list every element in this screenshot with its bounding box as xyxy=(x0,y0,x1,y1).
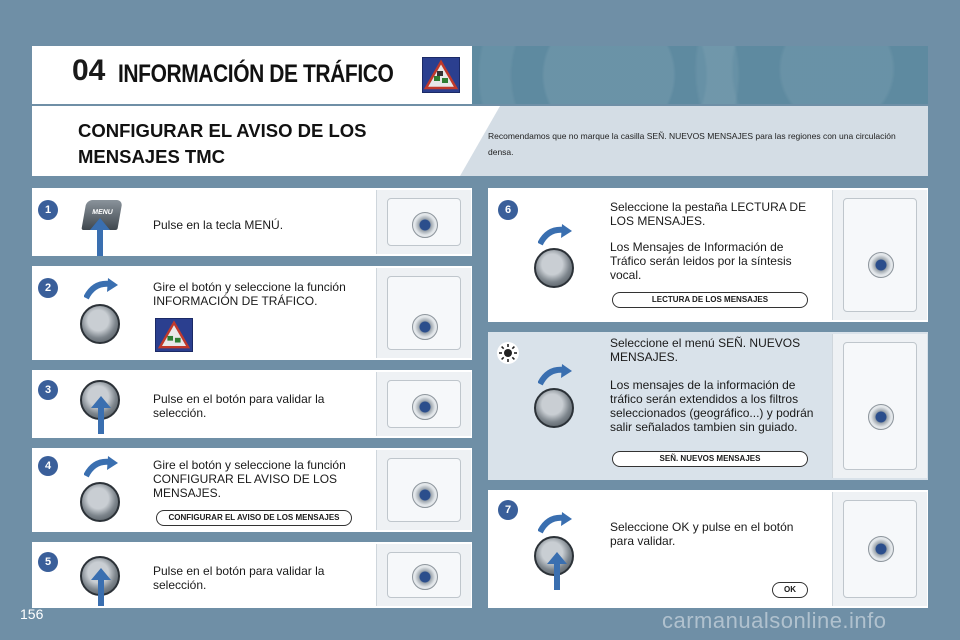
rotate-arrow-icon xyxy=(538,364,572,391)
chapter-number: 04 xyxy=(72,54,106,87)
step-7-badge: 7 xyxy=(498,500,518,520)
traffic-warning-icon xyxy=(155,318,193,352)
rotate-arrow-icon xyxy=(84,278,118,305)
light-bulb-icon xyxy=(497,342,519,364)
chapter-title: INFORMACIÓN DE TRÁFICO xyxy=(118,60,394,88)
option-detail: Los mensajes de la información de tráfico serán extendidos a los filtros seleccionados (geográfico...) y podrán salir señalados tambien sin guiado. xyxy=(610,378,814,434)
step-2-text: Gire el botón y seleccione la función INFORMACIÓN DE TRÁFICO. xyxy=(153,280,346,308)
header-decor xyxy=(472,46,928,104)
press-arrow-icon xyxy=(90,218,110,261)
step-3-badge: 3 xyxy=(38,380,58,400)
press-arrow-icon xyxy=(91,396,111,439)
radio-illustration xyxy=(832,190,927,320)
traffic-warning-icon xyxy=(422,57,460,93)
step-3-text: Pulse en el botón para validar la selección. xyxy=(153,392,325,420)
ok-pill: OK xyxy=(772,582,808,598)
step-1-badge: 1 xyxy=(38,200,58,220)
step-5-text: Pulse en el botón para validar la selección. xyxy=(153,564,325,592)
step-6-badge: 6 xyxy=(498,200,518,220)
step-4-badge: 4 xyxy=(38,456,58,476)
menu-option-pill: SEÑ. NUEVOS MENSAJES xyxy=(612,451,808,467)
step-4-text: Gire el botón y seleccione la función CONFIGURAR EL AVISO DE LOS MENSAJES. xyxy=(153,458,346,500)
section-title: CONFIGURAR EL AVISO DE LOS MENSAJES TMC xyxy=(78,120,367,167)
radio-illustration xyxy=(832,492,927,606)
watermark: carmanualsonline.info xyxy=(662,608,887,633)
step-7-text: Seleccione OK y pulse en el botón para validar. xyxy=(610,520,794,548)
step-6-text: Seleccione la pestaña LECTURA DE LOS MENSAJES. xyxy=(610,200,807,228)
radio-illustration xyxy=(832,334,927,478)
rotary-knob-icon xyxy=(534,248,574,288)
page-number: 156 xyxy=(20,606,44,622)
radio-illustration xyxy=(376,190,471,254)
option-text: Seleccione el menú SEÑ. NUEVOS MENSAJES. xyxy=(610,336,801,364)
radio-illustration xyxy=(376,450,471,530)
radio-illustration xyxy=(376,372,471,436)
step-6-detail: Los Mensajes de Información de Tráfico serán leidos por la síntesis vocal. xyxy=(610,240,792,282)
press-arrow-icon xyxy=(91,568,111,611)
press-arrow-icon xyxy=(547,552,567,595)
recommendation-note: Recomendamos que no marque la casilla SEÑ. NUEVOS MENSAJES para las regiones con una circulación densa. xyxy=(488,131,896,157)
menu-key-icon: MENU xyxy=(81,200,122,230)
menu-option-pill: CONFIGURAR EL AVISO DE LOS MENSAJES xyxy=(156,510,352,526)
rotate-arrow-icon xyxy=(538,512,572,539)
step-5-badge: 5 xyxy=(38,552,58,572)
step-2-badge: 2 xyxy=(38,278,58,298)
step-1-text: Pulse en la tecla MENÚ. xyxy=(153,218,284,232)
rotary-knob-icon xyxy=(80,482,120,522)
radio-illustration xyxy=(376,268,471,358)
radio-illustration xyxy=(376,544,471,606)
rotate-arrow-icon xyxy=(538,224,572,251)
rotate-arrow-icon xyxy=(84,456,118,483)
rotary-knob-icon xyxy=(80,304,120,344)
menu-option-pill: LECTURA DE LOS MENSAJES xyxy=(612,292,808,308)
rotary-knob-icon xyxy=(534,388,574,428)
